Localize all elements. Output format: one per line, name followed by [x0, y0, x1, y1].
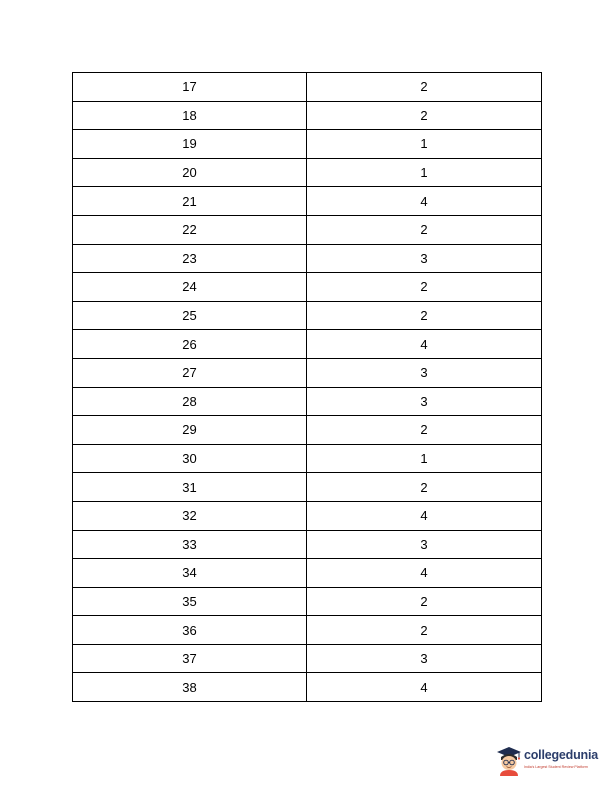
question-number-cell: 36	[73, 616, 307, 645]
table-row	[73, 301, 542, 330]
question-number-cell: 35	[73, 587, 307, 616]
table-row	[73, 330, 542, 359]
question-number-cell: 19	[73, 130, 307, 159]
answer-option-cell: 2	[307, 101, 542, 130]
table-row	[73, 387, 542, 416]
question-number-cell: 38	[73, 673, 307, 702]
table-row	[73, 616, 542, 645]
answer-option-cell: 4	[307, 559, 542, 588]
question-number-cell: 24	[73, 273, 307, 302]
table-row	[73, 530, 542, 559]
table-row	[73, 187, 542, 216]
answer-option-cell: 2	[307, 301, 542, 330]
logo-name: collegedunia	[524, 748, 599, 762]
answer-option-cell: 4	[307, 673, 542, 702]
answer-option-cell: 2	[307, 215, 542, 244]
answer-option-cell: 3	[307, 530, 542, 559]
answer-option-cell: 2	[307, 73, 542, 102]
answer-option-cell: 1	[307, 158, 542, 187]
answer-option-cell: 1	[307, 444, 542, 473]
answer-option-cell: 3	[307, 244, 542, 273]
table-row	[73, 73, 542, 102]
collegedunia-logo	[496, 744, 612, 778]
table-row	[73, 101, 542, 130]
question-number-cell: 22	[73, 215, 307, 244]
table-row	[73, 244, 542, 273]
question-number-cell: 29	[73, 416, 307, 445]
answer-option-cell: 2	[307, 473, 542, 502]
answer-option-cell: 2	[307, 616, 542, 645]
table-row	[73, 215, 542, 244]
answer-option-cell: 2	[307, 587, 542, 616]
answer-option-cell: 2	[307, 273, 542, 302]
table-row	[73, 673, 542, 702]
question-number-cell: 21	[73, 187, 307, 216]
answer-key-rows	[73, 73, 542, 702]
answer-option-cell: 2	[307, 416, 542, 445]
question-number-cell: 23	[73, 244, 307, 273]
answer-key-table	[72, 72, 542, 702]
question-number-cell: 18	[73, 101, 307, 130]
answer-option-cell: 3	[307, 387, 542, 416]
answer-option-cell: 4	[307, 501, 542, 530]
question-number-cell: 27	[73, 358, 307, 387]
question-number-cell: 33	[73, 530, 307, 559]
table-row	[73, 587, 542, 616]
question-number-cell: 31	[73, 473, 307, 502]
question-number-cell: 37	[73, 644, 307, 673]
table-row	[73, 559, 542, 588]
table-row	[73, 473, 542, 502]
table-row	[73, 416, 542, 445]
table-row	[73, 158, 542, 187]
answer-option-cell: 4	[307, 330, 542, 359]
question-number-cell: 32	[73, 501, 307, 530]
question-number-cell: 30	[73, 444, 307, 473]
table-row	[73, 358, 542, 387]
student-mascot-icon	[496, 746, 522, 776]
table-row	[73, 501, 542, 530]
table-row	[73, 273, 542, 302]
logo-tagline: India's Largest Student Review Platform	[524, 765, 588, 769]
question-number-cell: 26	[73, 330, 307, 359]
answer-option-cell: 3	[307, 358, 542, 387]
answer-option-cell: 3	[307, 644, 542, 673]
question-number-cell: 17	[73, 73, 307, 102]
table-row	[73, 444, 542, 473]
table-row	[73, 130, 542, 159]
question-number-cell: 34	[73, 559, 307, 588]
question-number-cell: 25	[73, 301, 307, 330]
table-row	[73, 644, 542, 673]
question-number-cell: 28	[73, 387, 307, 416]
question-number-cell: 20	[73, 158, 307, 187]
answer-option-cell: 1	[307, 130, 542, 159]
answer-option-cell: 4	[307, 187, 542, 216]
